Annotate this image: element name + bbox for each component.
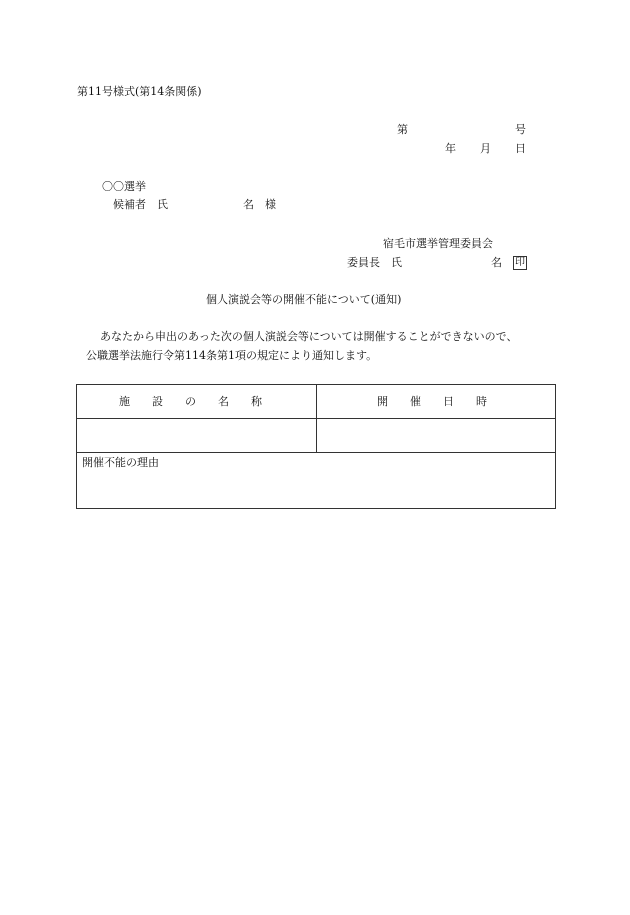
chairman-name-suffix: 名	[491, 256, 502, 269]
candidate-name-suffix: 名 様	[243, 198, 276, 211]
date-month: 月	[480, 142, 491, 155]
form-number: 第11号様式(第14条関係)	[77, 85, 202, 98]
header-datetime: 開 催 日 時	[377, 395, 487, 408]
document-title: 個人演説会等の開催不能について(通知)	[206, 293, 402, 306]
doc-no-suffix: 号	[515, 123, 526, 136]
seal-mark: 印	[515, 257, 525, 268]
facility-name-cell	[77, 419, 316, 452]
date-year: 年	[445, 142, 456, 155]
date-day: 日	[515, 142, 526, 155]
header-facility-name: 施 設 の 名 称	[119, 395, 262, 408]
chairman-label: 委員長 氏	[347, 256, 402, 269]
body-line-2: 公職選挙法施行令第114条第1項の規定により通知します。	[86, 349, 378, 362]
body-line-1: あなたから申出のあった次の個人演説会等については開催することができないので、	[100, 330, 518, 343]
reason-cell	[77, 453, 555, 508]
datetime-cell	[317, 419, 555, 452]
committee-name: 宿毛市選挙管理委員会	[383, 237, 493, 250]
reason-label: 開催不能の理由	[82, 456, 159, 469]
doc-no-prefix: 第	[397, 123, 408, 136]
election-name: 〇〇選挙	[102, 180, 146, 193]
candidate-label: 候補者 氏	[113, 198, 168, 211]
